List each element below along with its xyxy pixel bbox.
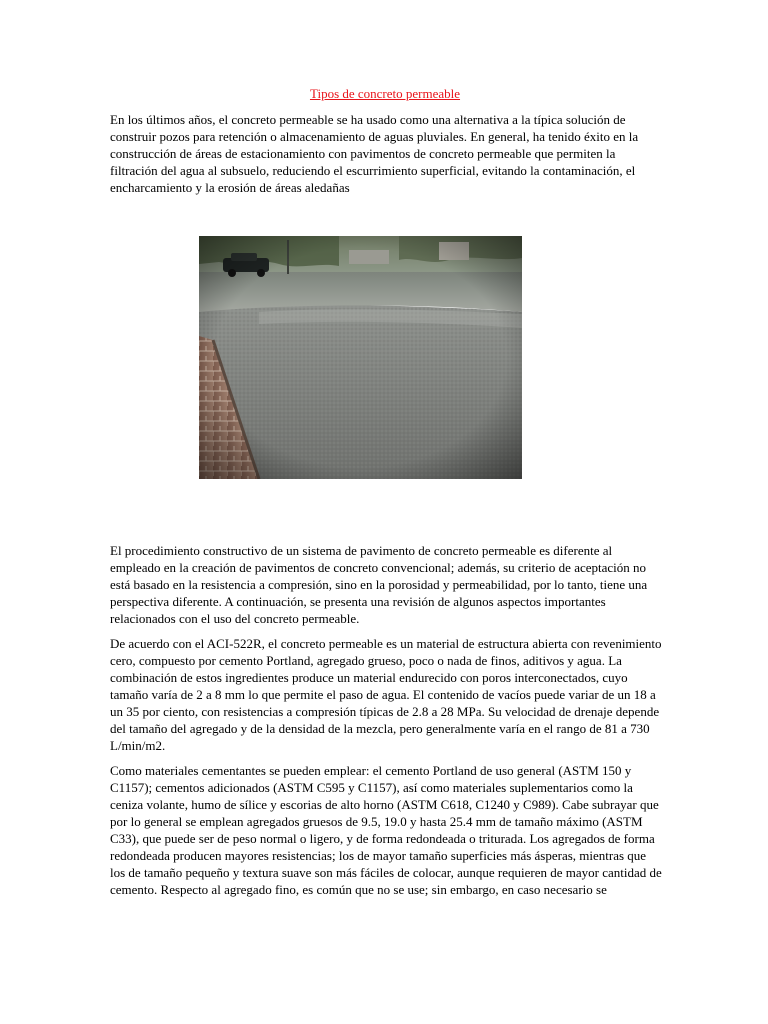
- paragraph-aci: De acuerdo con el ACI-522R, el concreto permeable es un material de estructura abierta con revenimiento cero, compuesto por cemento Portland, agregado grueso, poco o nada de finos, aditivos y agua. La combinación de estos ingredientes produce un material endurecido con poros interconectados, cuyo tamaño varía de 2 a 8 mm lo que permite el paso de agua. El contenido de vacíos puede variar de un 18 a un 35 por ciento, con resistencias a compresión típicas de 2.8 a 28 MPa. Su velocidad de drenaje depende del tamaño del agregado y de la densidad de la mezcla, pero generalmente varía en el rango de 81 a 730 L/min/m2.: [110, 636, 662, 753]
- document-title[interactable]: Tipos de concreto permeable: [309, 86, 461, 101]
- permeable-concrete-photo: [199, 236, 522, 479]
- paragraph-intro: En los últimos años, el concreto permeable se ha usado como una alternativa a la típica solución de construir pozos para retención o almacenamiento de aguas pluviales. En general, ha tenido éxito en la construcción de áreas de estacionamiento con pavimentos de concreto permeable que permiten la filtración del agua al subsuelo, reduciendo el escurrimiento superficial, evitando la contaminación, el encharcamiento y la erosión de áreas aledañas: [110, 112, 639, 195]
- document-body: [110, 542, 662, 906]
- paragraph-materials: Como materiales cementantes se pueden emplear: el cemento Portland de uso general (ASTM 150 y C1157); cementos adicionados (ASTM C595 y C1157), así como materiales suplementarios como la ceniza volante, humo de sílice y escorias de alto horno (ASTM C618, C1240 y C989). Cabe subrayar que por lo general se emplean agregados gruesos de 9.5, 19.0 y hasta 25.4 mm de tamaño máximo (ASTM C33), que puede ser de peso normal o ligero, y de forma redondeada o triturada. Los agregados de forma redondeada producen mayores resistencias; los de mayor tamaño superficies más ásperas, mientras que los de tamaño pequeño y textura suave son más fáciles de colocar, aunque requieren de mayor cantidad de cemento. Respecto al agregado fino, es común que no se use; sin embargo, en caso necesario se: [110, 763, 662, 897]
- paragraph-procedure: El procedimiento constructivo de un sistema de pavimento de concreto permeable es diferente al empleado en la creación de pavimentos de concreto convencional; además, su criterio de aceptación no está basado en la resistencia a compresión, sino en la porosidad y permeabilidad, por lo tanto, tiene una perspectiva diferente. A continuación, se presenta una revisión de algunos aspectos importantes relacionados con el uso del concreto permeable.: [110, 543, 648, 626]
- document-page: [110, 86, 660, 204]
